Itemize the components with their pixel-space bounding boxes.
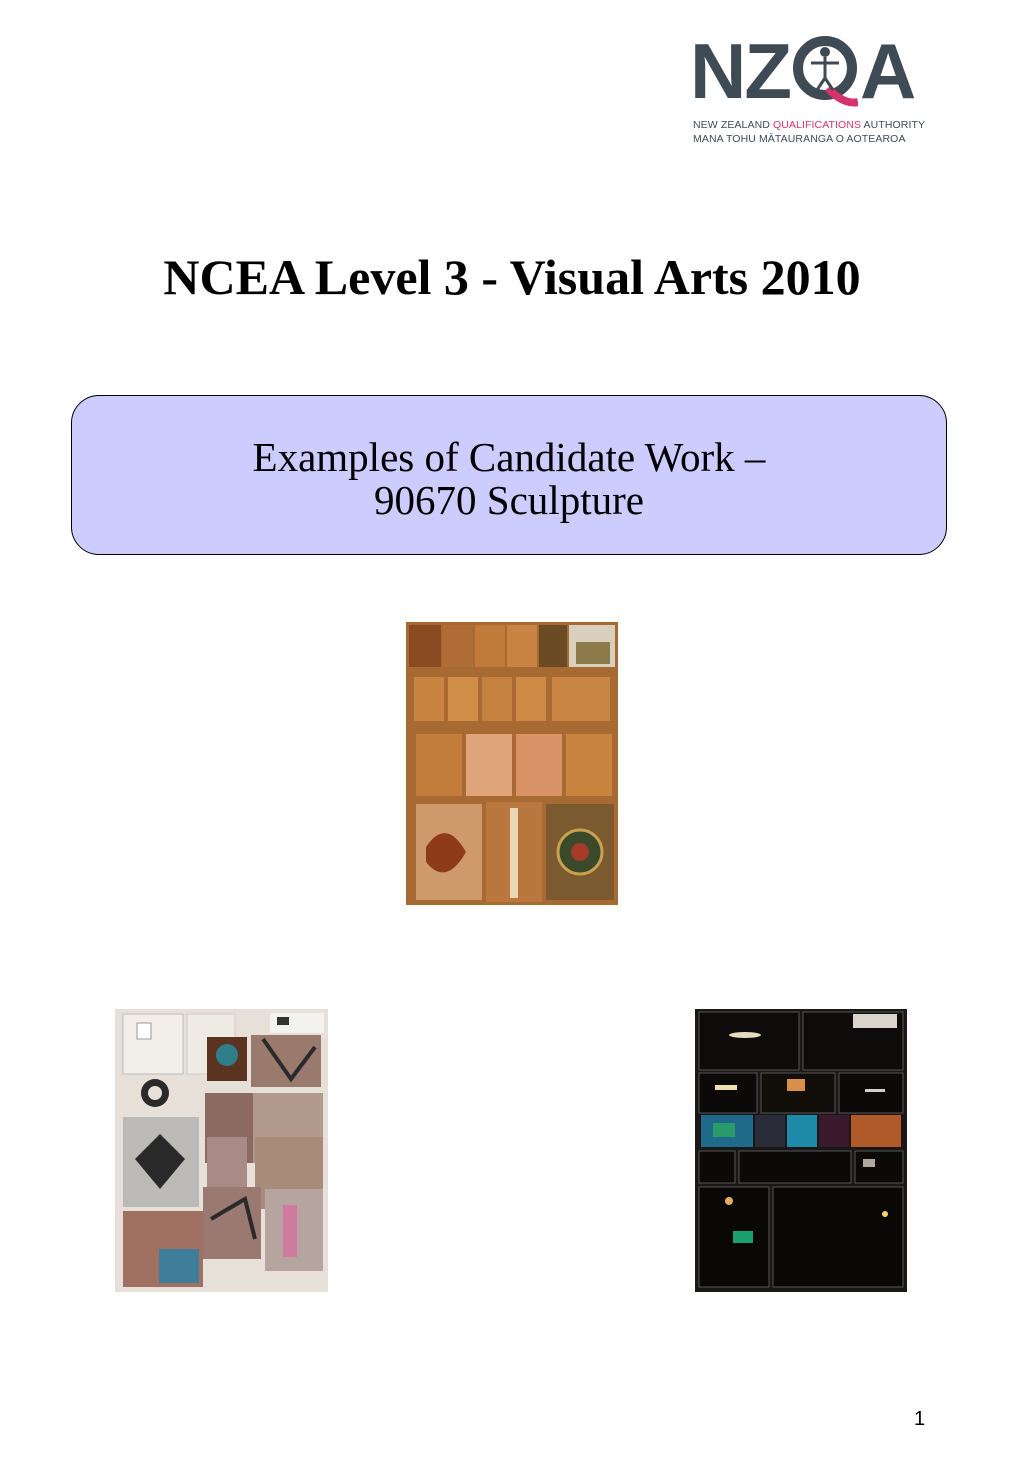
nzqa-logo xyxy=(690,27,950,150)
page-title: NCEA Level 3 - Visual Arts 2010 xyxy=(163,249,861,305)
logo-org-name-pre: NEW ZEALAND xyxy=(693,119,773,131)
logo-org-name xyxy=(693,119,925,131)
logo-letter-a: A xyxy=(860,27,915,115)
logo-org-name-post: AUTHORITY xyxy=(861,119,926,131)
subtitle-box xyxy=(71,395,947,555)
logo-q-figure-icon xyxy=(792,30,858,110)
page-number: 1 xyxy=(914,1408,926,1430)
folio-photo-sculpture-1 xyxy=(406,622,618,905)
subtitle-line-1: Examples of Candidate Work – xyxy=(252,434,766,480)
logo-org-name-accent: QUALIFICATIONS xyxy=(772,119,862,131)
folio-photo-sculpture-3 xyxy=(695,1009,907,1292)
logo-letter-n: N xyxy=(690,27,745,115)
logo-org-name-maori: MANA TOHU MĀTAURANGA O AOTEAROA xyxy=(693,133,906,145)
subtitle-line-2: 90670 Sculpture xyxy=(374,477,644,523)
logo-letter-z: Z xyxy=(744,27,790,115)
logo-wordmark xyxy=(690,27,915,115)
folio-photo-sculpture-2 xyxy=(115,1009,328,1292)
